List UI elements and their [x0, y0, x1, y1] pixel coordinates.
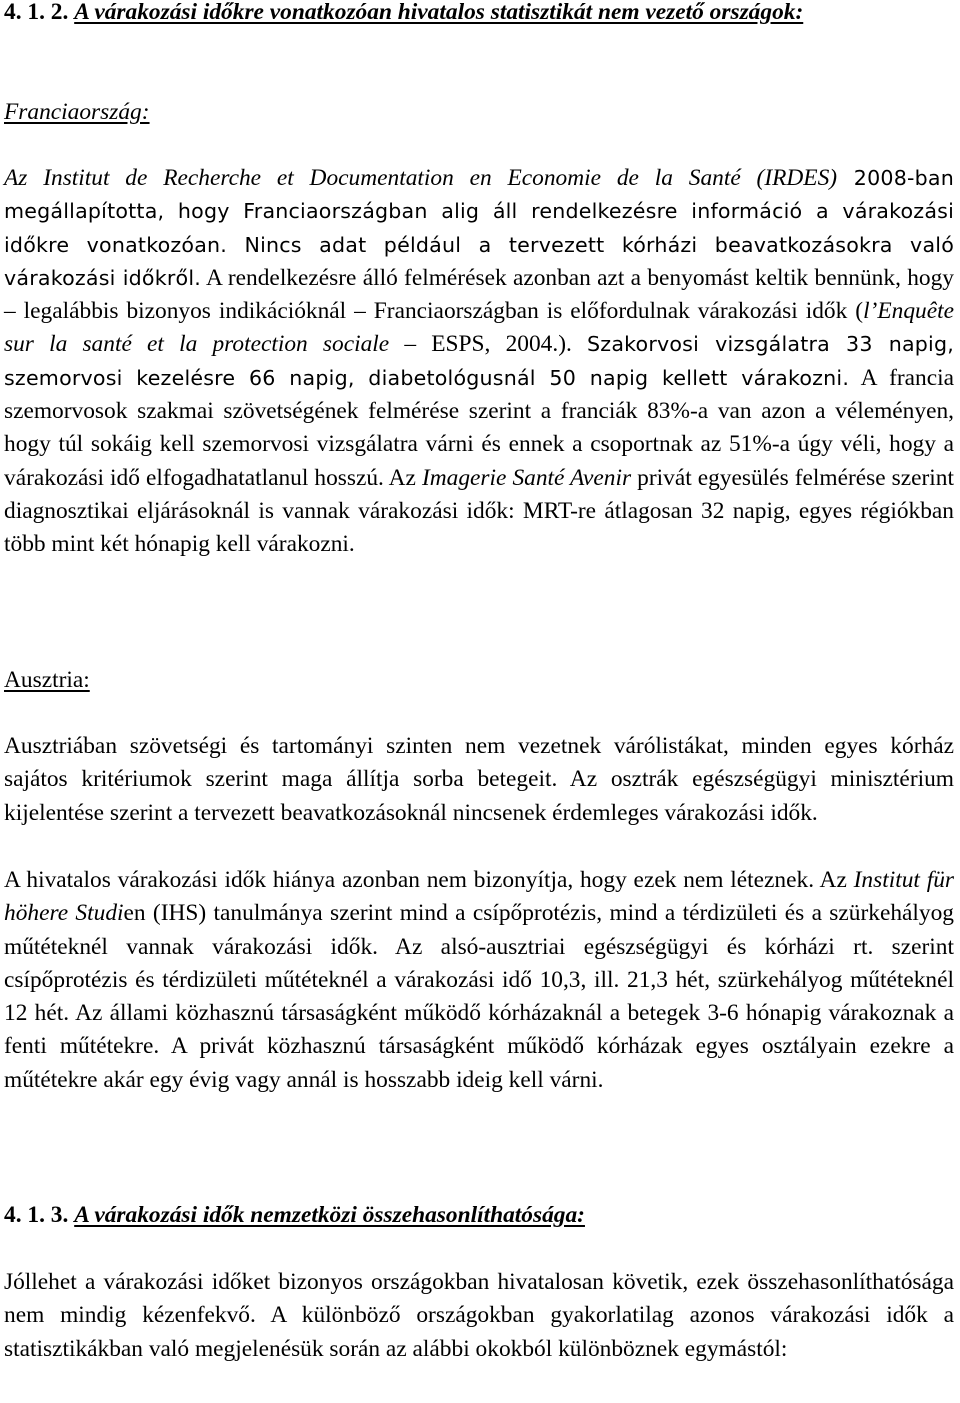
irdes-institute-name: Az Institut de Recherche et Documentation en Economie de la Santé (IRDES): [4, 165, 838, 191]
section-number: 4. 1. 3.: [4, 1202, 69, 1228]
austria-heading: Ausztria:: [4, 667, 90, 693]
france-text-a: A rendelkezésre álló felmérések azonban azt a benyomást keltik bennünk, hogy – legalábbis bizonyos indikációknál – Franciaországban is előfordulnak várakozási idők (: [4, 264, 954, 325]
france-text-sans: 2008-ban megállapította, hogy Franciaországban alig áll rendelkezésre információ a várakozási időkre vonatkozóan. Nincs adat például a tervezett kórházi beavatkozásokra való várakozási időkről.: [4, 166, 954, 290]
austria-paragraph-2: A hivatalos várakozási idők hiánya azonban nem bizonyítja, hogy ezek nem léteznek. Az Institut für höhere Studien (IHS) tanulmánya szerint mind a csípőprotézis, mind a térdizületi és a szürkehályog műtéteknél vannak várakozási idők. Az alsó-ausztriai egészségügyi és kórházi rt. szerint csípőprotézis és térdizületi műtéteknél a várakozási idő 10,3, ill. 21,3 hét, szürkehályog műtéteknél 12 hét. Az állami közhasznú társaságként működő kórházaknál a betegek 3-6 hónapig várakoznak a fenti műtétekre. A privát közhasznú társaságként működő kórházak egyes osztályain ezekre a műtétekre akár egy évig vagy annál is hosszabb ideig kell várni.: [4, 867, 955, 1093]
austria-paragraph-1: Ausztriában szövetségi és tartományi szinten nem vezetnek várólistákat, minden egyes kórház sajátos kritériumok szerint maga állítja sorba betegeit. Az osztrák egészségügyi minisztérium kijelentése szerint a tervezett beavatkozásoknál nincsenek érdemleges várakozási idők.: [4, 733, 954, 826]
france-text-b: – ESPS, 2004.).: [389, 331, 588, 358]
section-4-1-3-heading: [4, 1199, 954, 1232]
imagerie-name: Imagerie Santé Avenir: [421, 464, 632, 491]
section-4-1-2-heading: [4, 0, 954, 29]
france-paragraph: [4, 162, 954, 562]
esps-survey-name: l’Enquête sur la santé et la protection sociale: [4, 298, 954, 358]
section-title: A várakozási idők nemzetközi összehasonlíthatósága:: [74, 1202, 585, 1228]
france-heading: Franciaország:: [4, 99, 150, 125]
france-waiting-data: Szakorvosi vizsgálatra 33 napig, szemorvosi kezelésre 66 napig, diabetológusnál 50 napig kellett várakozni.: [4, 332, 955, 390]
comparability-paragraph: Jóllehet a várakozási időket bizonyos országokban hivatalosan követik, ezek összehasonlíthatósága nem mindig kézenfekvő. A különböző országokban gyakorlatilag azonos várakozási idők a statisztikákban való megjelenésük során az alábbi okokból különböznek egymástól:: [4, 1269, 954, 1362]
ihs-institute-name: Institut für höhere Studi: [4, 867, 954, 927]
section-number: 4. 1. 2.: [4, 0, 69, 25]
france-text-d: privát egyesülés felmérése szerint diagnosztikai eljárásoknál is vannak várakozási idők: MRT-re átlagosan 32 napig, egyes régiókban több mint két hónapig kell várakozni.: [4, 464, 955, 558]
france-text-c: A francia szemorvosok szakmai szövetségének felmérése szerint a franciák 83%-a van azon a véleményen, hogy túl sokáig kell szemorvosi vizsgálatra várni és ennek a csoportnak az 51%-a úgy véli, hogy a várakozási idő elfogadhatatlanul hosszú. Az: [4, 364, 954, 491]
section-title: A várakozási időkre vonatkozóan hivatalos statisztikát nem vezető országok:: [74, 0, 804, 25]
